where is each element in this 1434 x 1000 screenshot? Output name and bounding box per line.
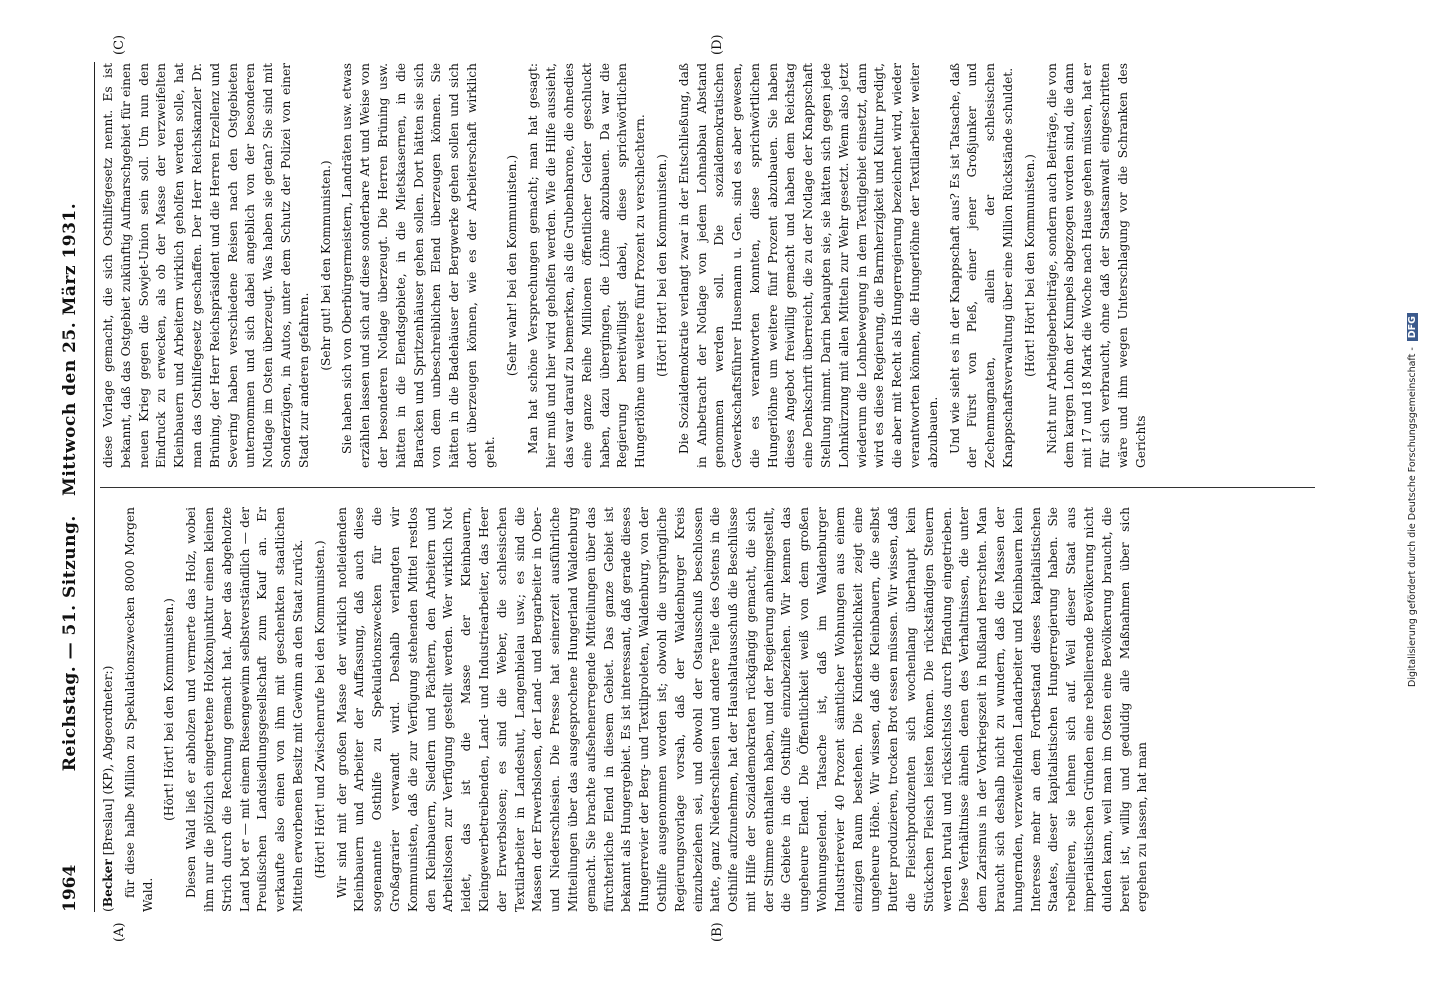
margin-mark-c: (C) [112, 34, 127, 55]
column-divider [100, 487, 1315, 488]
session-title [60, 62, 80, 912]
interjection: (Hört! Hört! und Zwischenrufe bei den Kommunisten.) [312, 540, 327, 879]
paragraph: Man hat schöne Versprechungen gemacht; man hat gesagt: hier muß und hier wird geholfen werden. Wie die Hilfe aussieht, das war darauf zu bemerken, als die Grubenbarone, die ohnedies eine ganze Reihe Millionen öffentlicher Gelder geschluckt haben, dazu übergingen, die Löhne abzubauen. Da war die Regierung bereitwilligst dabei, diese sprichwörtlichen Hungerlöhne um weitere fünf Prozent zu verschlechtern. [526, 63, 648, 468]
paragraph: Diesen Wald ließ er abholzen und vermerte das Holz, wobei ihm nur die plötzlich eingetretene Holzkonjunktur einen kleinen Strich durch die Rechnung gemacht hat. Aber das abgeholzte Land bot er — mit einem Riesengewinn selbstverständlich — der Preußischen Landsiedlungsgesellschaft zum Kauf an. Er verkaufte also einen von ihm mit geschenkten staatlichen Mitteln erworbenen Besitz mit Gewinn an den Staat zurück. [184, 507, 305, 912]
paragraph: für diese halbe Million zu Spekulationszwecken 8000 Morgen Wald. [122, 507, 155, 912]
header-rule [94, 62, 95, 912]
paragraph: Wir sind mit der großen Masse der wirklich notleidenden Kleinbauern und Arbeiter der Auffassung, daß auch diese sogenannte Osthilfe zu Spekulationszwecken für die Großagrarier verwandt wird. Deshalb verlangten wir Kommunisten, daß die zur Verfügung stehenden Mittel restlos den Kleinbauern, Siedlern und Pächtern, den Arbeitern und Arbeitslosen zur Verfügung gestellt werden. Wer wirklich Not leidet, das ist die Masse der Kleinbauern, Kleingewerbetreibenden, Land- und Industriearbeiter, das Heer der Erwerbslosen; es sind die Weber, die schlesischen Textilarbeiter in Landeshut, Langenbielau usw.; es sind die Massen der Erwerbslosen, der Land- und Bergarbeiter in Ober- und Niederschlesien. Die Presse hat seinerzeit ausführliche Mitteilungen über das ausgesprochene Hungerland Waldenburg gemacht. Sie brachte aufsehenerregende Mitteilungen über das fürchterliche Elend in diesem Gebiet. Das ganze Gebiet ist bekannt als Hungergebiet. Es ist interessant, daß gerade dieses Hungerrevier der Berg- und Textilproleten, Waldenburg, von der Osthilfe ausgenommen worden ist; obwohl die ursprüngliche Regierungsvorlage vorsah, daß der Waldenburger Kreis einzubeziehen sei, und obwohl der Ostausschuß beschlossen hatte, ganz Niederschlesien und andere Teile des Ostens in die Osthilfe aufzunehmen, hat der Haushaltausschuß die Beschlüsse mit Hilfe der Sozialdemokraten rückgängig gemacht, die sich der Stimme enthalten haben, und der Regierung anheimgestellt, die Gebiete in die Osthilfe einzubeziehen. Wir kennen das ungeheure Elend. Die Öffentlichkeit weiß von dem großen Wohnungselend. Tatsache ist, daß im Waldenburger Industrierevier 40 Prozent sämtlicher Wohnungen aus einem einzigen Raum bestehen. Die Kindersterblichkeit zeigt eine ungeheure Höhe. Wir wissen, daß die Kleinbauern, die selbst Butter produzieren, trocken Brot essen müssen. Wir wissen, daß die Fleischproduzenten sich wochenlang überhaupt kein Stückchen Fleisch leisten können. Die rückständigen Steuern werden brutal und rücksichtslos durch Pfändung eingetrieben. Diese Verhältnisse ähneln denen des Verhaltnissen, die unter dem Zarismus in der Vorkriegszeit in Rußland herrschten. Man braucht sich deshalb nicht zu wundern, daß die Massen der hungernden, verzweifelnden Landarbeiter und Kleinbauern kein Interesse mehr an dem Fortbestand dieses kapitalistischen Staates, dieser kapitalistischen Hungerregierung haben. Sie rebellieren, sie lehnen sich auf. Weil dieser Staat aus imperialistischen Gründen eine rebellierende Bevölkerung nicht dulden kann, weil man im Osten eine Bevölkerung braucht, die bereit ist, willig und geduldig alle Maßnahmen über sich ergehen zu lassen, hat man [334, 507, 1150, 912]
speaker-affiliation: [Breslau] (KP), Abgeordneter: [101, 670, 115, 856]
credit-text: Digitalisierung gefördert durch die Deutsche Forschungsgemeinschaft - [1407, 347, 1418, 687]
margin-mark-d: (D) [710, 34, 725, 55]
session-date: Mittwoch den 25. März 1931. [60, 202, 80, 496]
interjection: (Hört! Hört! bei den Kommunisten.) [1022, 154, 1037, 377]
interjection: (Sehr gut! bei den Kommunisten.) [318, 160, 333, 371]
right-column [100, 63, 1320, 468]
left-column [100, 507, 1320, 912]
session-name: Reichstag. — 51. Sitzung. [60, 515, 80, 772]
paragraph: Sie haben sich von Oberbürgermeistern, Landräten usw. etwas erzählen lassen und sich auf diese sonderbare Art und Weise von der besonderen Notlage überzeugt. Die Herren Brüning usw. hätten in die Elendsgebiete, in die Mietskasernen, in die Baracken und Spritzenhäuser gehen sollen. Dort hätten sie sich von dem unbeschreiblichen Elend überzeugen können. Sie hätten in die Badehäuser der Bergwerke gehen sollen und sich dort überzeugen können, wie es der Arbeiterschaft wirklich geht. [340, 63, 497, 468]
paragraph: Nicht nur Arbeitgeberbeiträge, sondern auch Beiträge, die von dem kargen Lohn der Kumpels abgezogen worden sind, die dann mit 17 und 18 Mark die Woche nach Hause gehen müssen, hat er für sich verbraucht, ohne daß der Staatsanwalt eingeschritten wäre und ihm wegen Unterschlagung vor die Schranken des Gerichts [1044, 63, 1148, 468]
paragraph: Die Sozialdemokratie verlangt zwar in der Entschließung, daß in Anbetracht der Notlage von jedem Lohnabbau Abstand genommen werden soll. Die sozialdemokratischen Gewerkschaftsführer Husemann u. Gen. sind es aber gewesen, die es verantworten konnten, diese sprichwörtlichen Hungerlöhne um weitere fünf Prozent abzubauen. Sie haben dieses Angebot freiwillig gemacht und haben dem Reichstag eine Denkschrift überreicht, die zu der Notlage der Knappschaft Stellung nimmt. Darin behaupten sie, sie hätten sich gegen jede Lohnkürzung mit allen Mitteln zur Wehr gesetzt. Wenn also jetzt wiederum die Lohnbewegung in dem Textilgebiet einsetzt, dann wird es diese Regierung, die Barmherzigkeit und Kultur predigt, die aber mit Recht als Hungerregierung bezeichnet wird, wieder verantworten können, die Hungerlöhne der Textilarbeiter weiter abzubauen. [676, 63, 940, 468]
interjection: (Hört! Hört! bei den Kommunisten.) [654, 154, 669, 377]
digitization-credit [1407, 10, 1423, 990]
speaker-name: Becker [101, 859, 115, 908]
interjection: (Sehr wahr! bei den Kommunisten.) [504, 154, 519, 377]
margin-mark-a: (A) [112, 922, 127, 942]
interjection: (Hört! Hört! bei den Kommunisten.) [162, 598, 177, 821]
page-number: 1964 [60, 864, 80, 912]
dfg-logo: DFG [1407, 313, 1418, 341]
paragraph: Und wie sieht es in der Knappschaft aus? Es ist Tatsache, daß der Fürst von Pleß, einer jener Großjunker und Zechenmagnaten, allein der schlesischen Knappschaftsverwaltung über eine Million Rückstände schuldet. [947, 63, 1016, 468]
paragraph: diese Vorlage gemacht, die sich Osthilfegesetz nennt. Es ist bekannt, daß das Ostgebiet zukünftig Aufmarschgebiet für einen neuen Krieg gegen die Sowjet-Union sein soll. Um nun den Eindruck zu erwecken, als ob der Masse der verzweifelten Kleinbauern und Arbeitern wirklich geholfen werden solle, hat man das Osthilfegesetz geschaffen. Der Herr Reichskanzler Dr. Brüning, der Herr Reichspräsident und die Herren Erzellenz und Severing haben verschiedene Reisen nach den Ostgebieten unternommen und sich dabei angeblich von der besonderen Notlage im Osten überzeugt. Was haben sie getan? Sie sind mit Sonderzügen, in Autos, unter dem Schutz der Polizei von einer Stadt zur anderen gefahren. [101, 63, 311, 468]
speaker-line: (Becker [Breslau] (KP), Abgeordneter:) [101, 665, 115, 912]
margin-mark-b: (B) [710, 922, 725, 942]
page-header [60, 62, 86, 912]
